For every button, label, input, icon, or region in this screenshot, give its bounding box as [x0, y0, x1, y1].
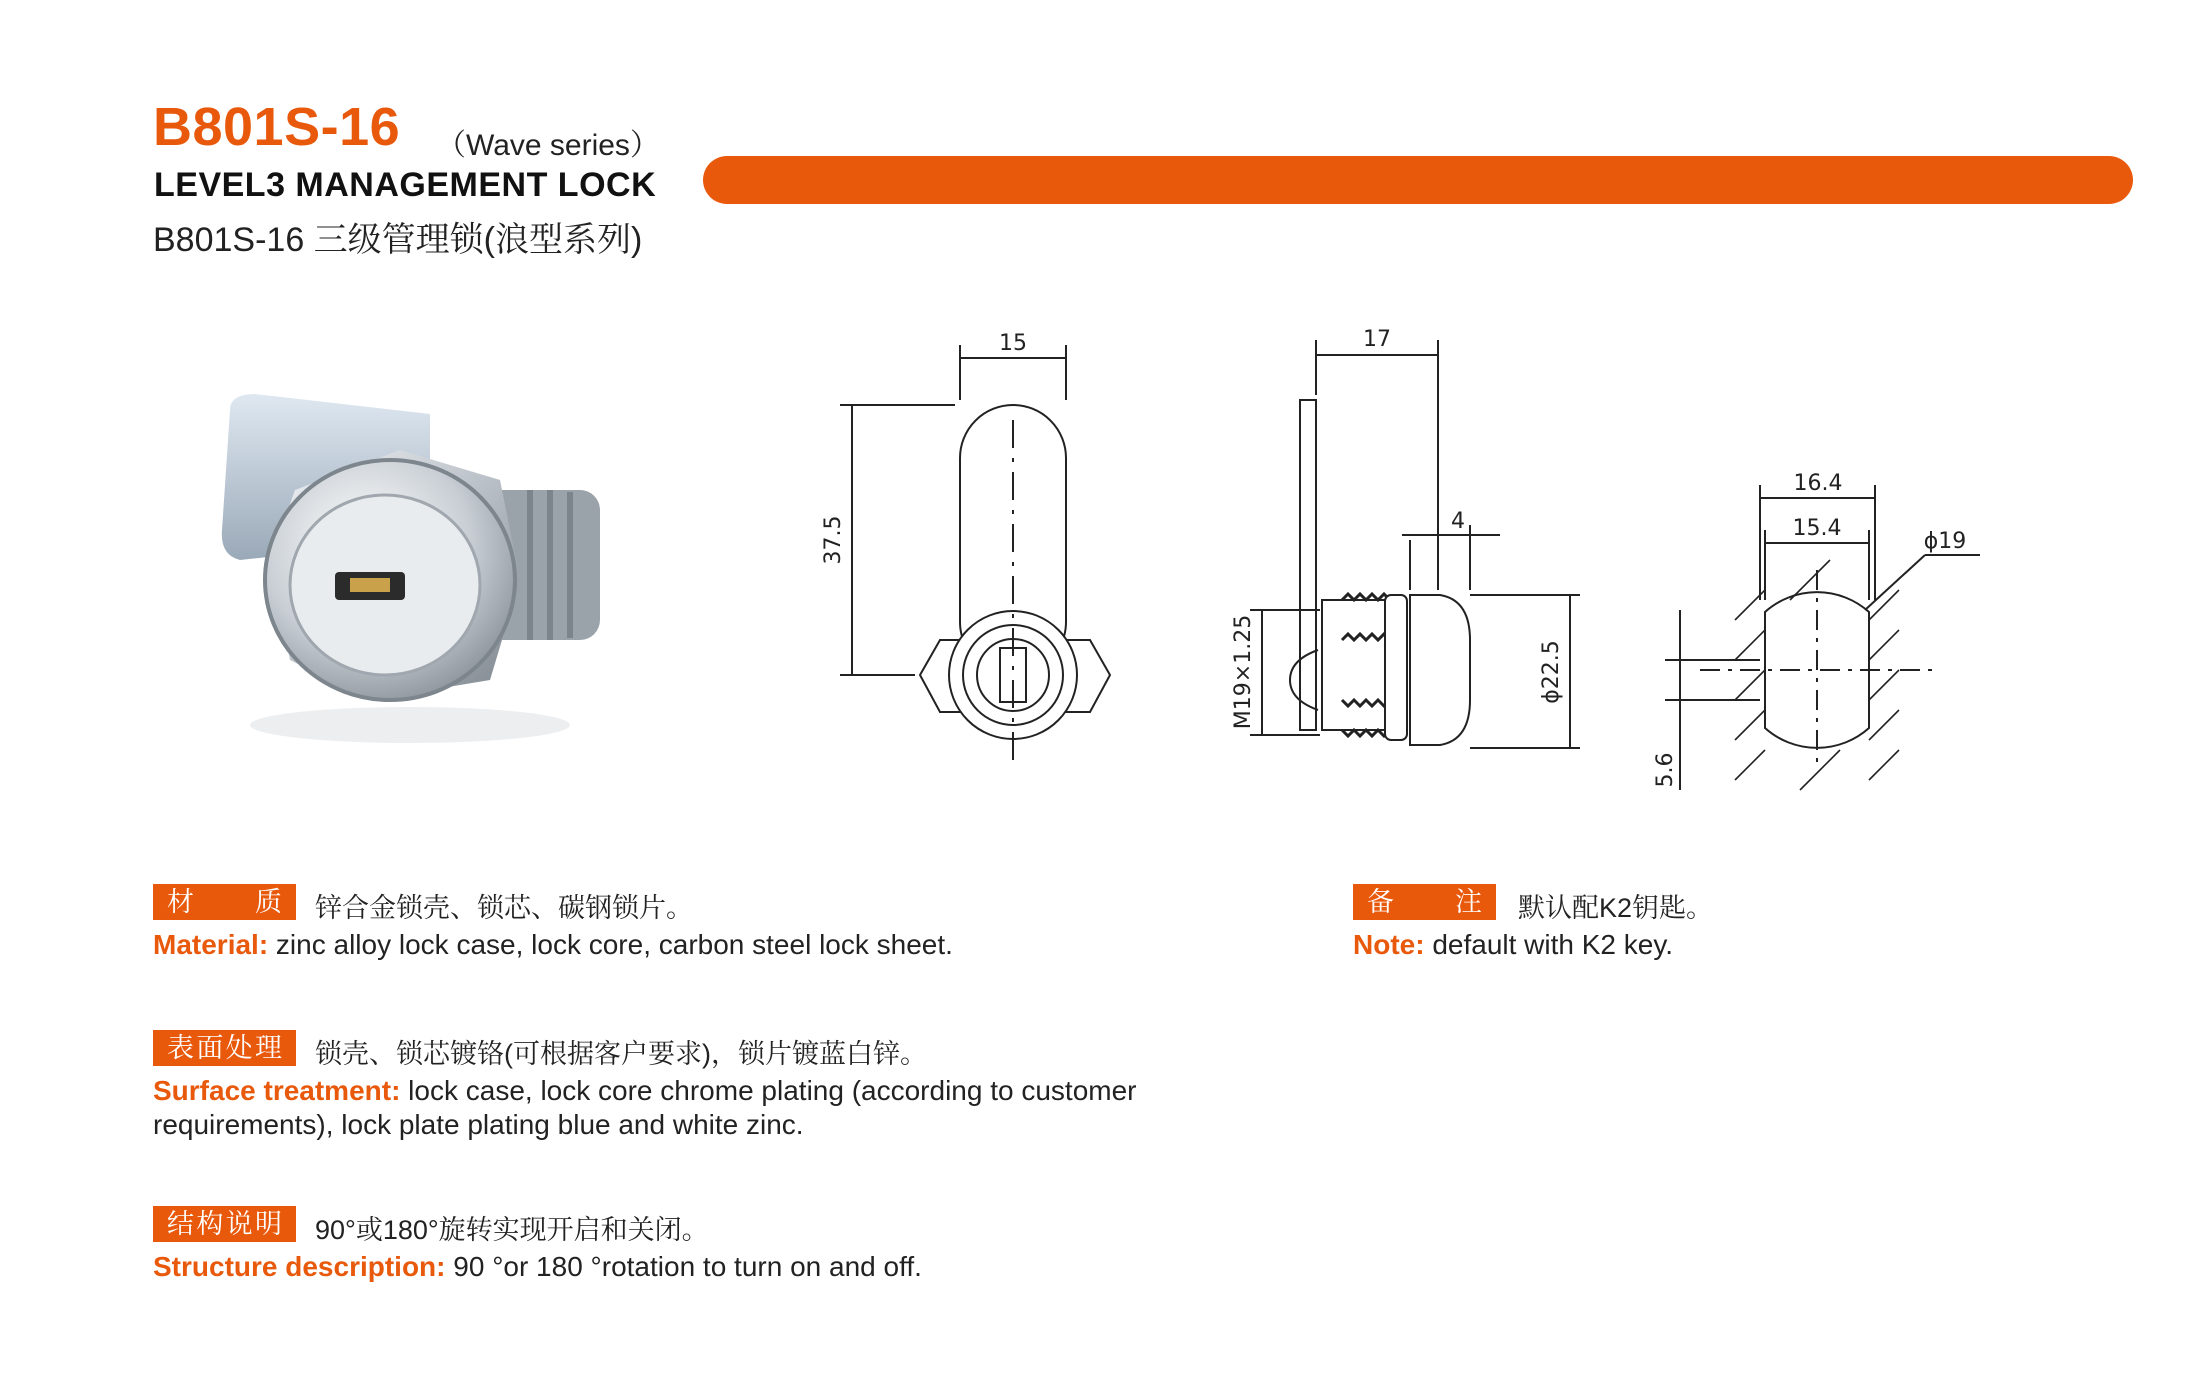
- dim-cutout-flat: 5.6: [1653, 752, 1678, 788]
- spec-structure-en: [153, 1250, 922, 1284]
- spec-note-text: default with K2 key.: [1424, 929, 1674, 960]
- spec-structure-cn: 90°或180°旋转实现开启和关闭。: [315, 1215, 709, 1245]
- dim-side-depth: 17: [1363, 327, 1391, 352]
- spec-tag-material: 材 质: [153, 884, 296, 920]
- spec-material-text: zinc alloy lock case, lock core, carbon steel lock sheet.: [268, 929, 953, 960]
- spec-material-cn: 锌合金锁壳、锁芯、碳钢锁片。: [315, 893, 693, 923]
- spec-tag-surface: 表面处理: [153, 1030, 296, 1066]
- dim-cutout-outer: 16.4: [1793, 471, 1843, 496]
- product-model: B801S-16: [153, 97, 401, 157]
- spec-surface-text2: requirements), lock plate plating blue and white zinc.: [153, 1109, 804, 1140]
- dim-front-height: 37.5: [821, 515, 846, 565]
- spec-surface-label: Surface treatment:: [153, 1075, 401, 1106]
- spec-material-label: Material:: [153, 929, 269, 960]
- dim-cutout-hole: ϕ19: [1923, 529, 1967, 554]
- spec-tag-structure: 结构说明: [153, 1206, 296, 1242]
- dim-side-thread: M19×1.25: [1231, 614, 1256, 730]
- product-photo: [200, 380, 620, 760]
- spec-note-cn: 默认配K2钥匙。: [1518, 893, 1714, 923]
- spec-structure-label: Structure description:: [153, 1251, 446, 1282]
- product-series: （Wave series）: [436, 129, 660, 162]
- product-title-en: LEVEL3 MANAGEMENT LOCK: [154, 166, 657, 204]
- dim-side-flange: 4: [1451, 509, 1465, 534]
- spec-surface-text: lock case, lock core chrome plating (according to customer: [400, 1075, 1137, 1106]
- product-title-cn: B801S-16 三级管理锁(浪型系列): [153, 221, 643, 259]
- dim-cutout-inner: 15.4: [1792, 516, 1842, 541]
- spec-surface-en: [153, 1074, 1137, 1108]
- spec-surface-cn: 锁壳、锁芯镀铬(可根据客户要求)，锁片镀蓝白锌。: [315, 1039, 927, 1069]
- dim-front-width: 15: [999, 331, 1027, 356]
- spec-tag-note: 备 注: [1353, 884, 1496, 920]
- spec-material-en: [153, 928, 953, 962]
- header-accent-bar: [703, 156, 2133, 204]
- technical-drawing: [780, 320, 2020, 800]
- spec-structure-text: 90 °or 180 °rotation to turn on and off.: [445, 1251, 922, 1282]
- spec-note-en: [1353, 928, 1673, 962]
- spec-note-label: Note:: [1353, 929, 1425, 960]
- dim-side-diameter: ϕ22.5: [1539, 640, 1564, 704]
